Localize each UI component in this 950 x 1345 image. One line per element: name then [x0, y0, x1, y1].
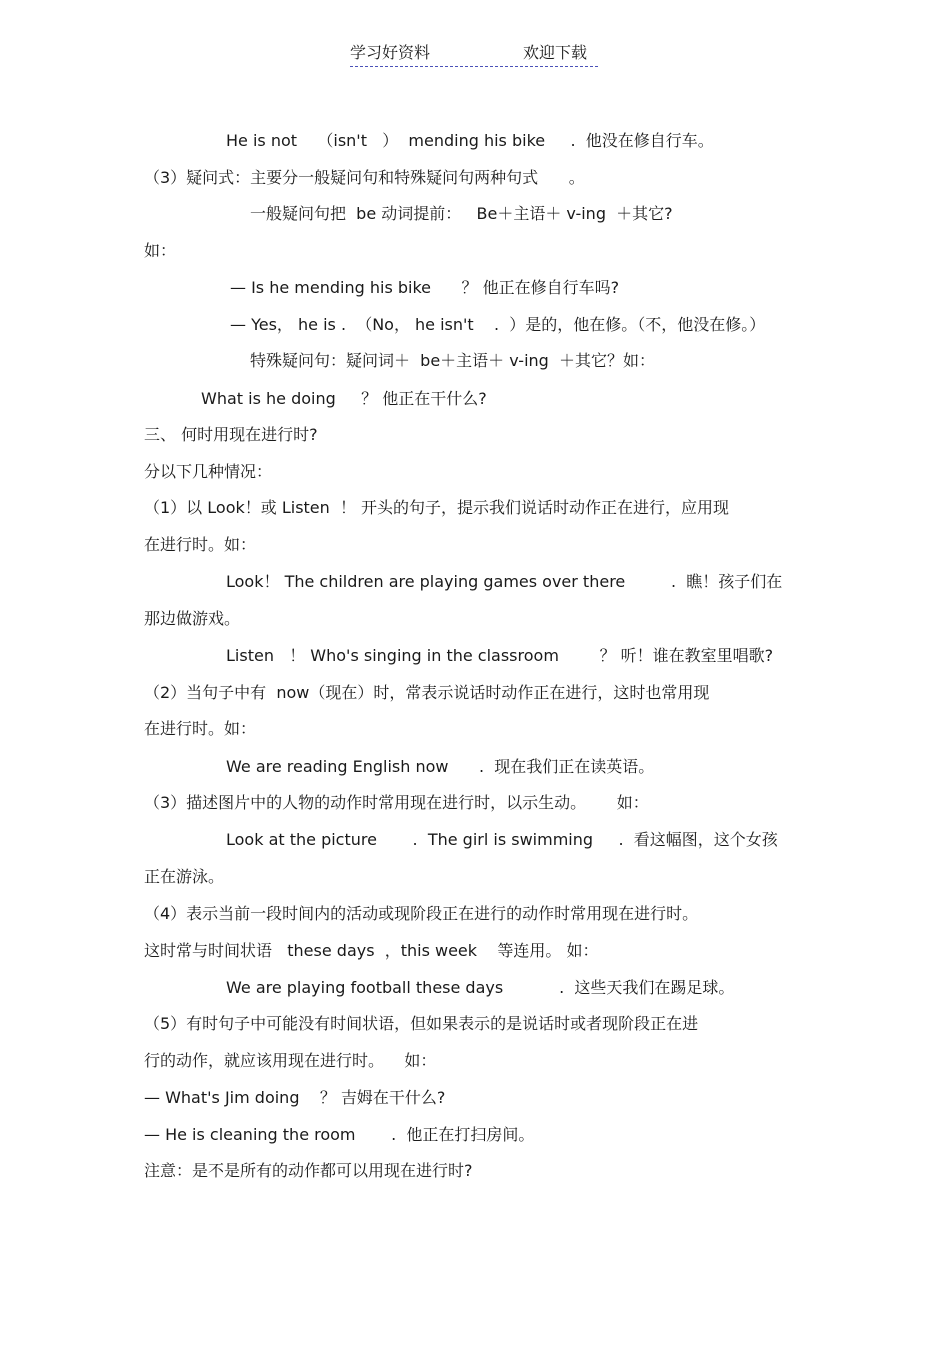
text-line: We are playing football these days . 这些天我们在踢足球。 [226, 978, 735, 997]
text-line: He is not （isn't ） mending his bike . 他没在修自行车。 [226, 131, 714, 150]
text-line: 这时常与时间状语 these days ，this week 等连用。 如： [144, 941, 599, 960]
text-line: （3）描述图片中的人物的动作时常用现在进行时，以示生动。 如： [144, 793, 649, 812]
text-line: What is he doing ？ 他正在干什么? [201, 389, 487, 408]
text-line: We are reading English now . 现在我们正在读英语。 [226, 757, 655, 776]
text-line: （2）当句子中有 now（现在）时，常表示说话时动作正在进行，这时也常用现 [144, 683, 710, 702]
header-left-text: 学习好资料 [350, 43, 431, 62]
text-line: 一般疑问句把 be 动词提前： Be＋主语＋ v-ing ＋其它? [250, 204, 673, 223]
text-line: Look！ The children are playing games over there . 瞧！孩子们在 [226, 572, 783, 591]
text-line: — Is he mending his bike ？ 他正在修自行车吗? [230, 278, 620, 297]
text-line: 注意：是不是所有的动作都可以用现在进行时? [144, 1161, 473, 1180]
text-line: 正在游泳。 [144, 867, 225, 886]
text-line: — He is cleaning the room . 他正在打扫房间。 [144, 1125, 535, 1144]
text-line: 行的动作，就应该用现在进行时。 如： [144, 1051, 437, 1070]
text-line: 特殊疑问句：疑问词＋ be＋主语＋ v-ing ＋其它？如： [250, 351, 655, 370]
header-right-text: 欢迎下载 [523, 43, 588, 62]
page-header [350, 42, 598, 67]
text-line: 在进行时。如： [144, 535, 257, 554]
text-line: 分以下几种情况： [144, 462, 273, 481]
text-line: （4）表示当前一段时间内的活动或现阶段正在进行的动作时常用现在进行时。 [144, 904, 699, 923]
text-line: Look at the picture . The girl is swimming . 看这幅图，这个女孩 [226, 830, 778, 849]
text-line: — What's Jim doing ？ 吉姆在干什么? [144, 1088, 446, 1107]
text-line: 三、 何时用现在进行时? [144, 425, 318, 444]
text-line: （5）有时句子中可能没有时间状语，但如果表示的是说话时或者现阶段正在进 [144, 1014, 699, 1033]
text-line: — Yes， he is . （No， he isn't . ）是的，他在修。（不，他没在修。） [230, 315, 766, 334]
text-line: 那边做游戏。 [144, 609, 241, 628]
text-line: （1）以 Look！或 Listen ！ 开头的句子，提示我们说话时动作正在进行，应用现 [144, 498, 730, 517]
text-line: 在进行时。如： [144, 719, 257, 738]
text-line: Listen ！ Who's singing in the classroom ？ 听！谁在教室里唱歌? [226, 646, 774, 665]
text-line: 如： [144, 241, 177, 260]
text-line: （3）疑问式：主要分一般疑问句和特殊疑问句两种句式 。 [144, 168, 585, 187]
